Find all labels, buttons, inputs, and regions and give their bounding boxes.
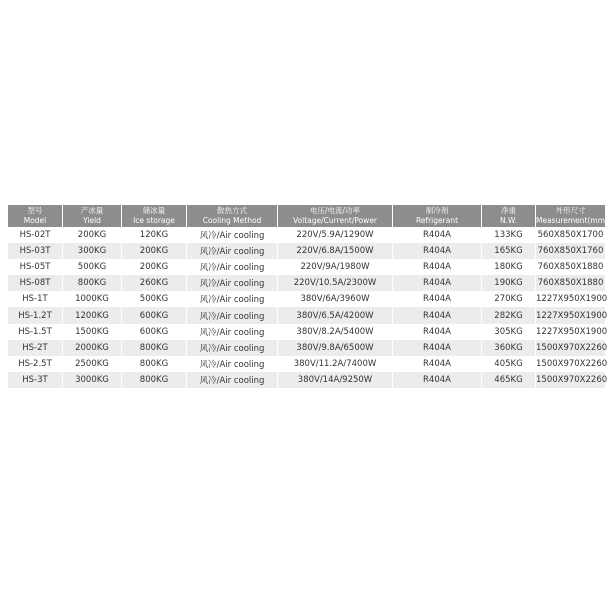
header-label-en: Model (23, 216, 47, 225)
cell-net-weight: 165KG (482, 243, 535, 259)
header-label-en: Refrigerant (415, 216, 459, 225)
header-yield (63, 205, 121, 227)
cell-cooling-method: 风冷/Air cooling (187, 291, 277, 307)
header-label-en: Cooling Method (202, 216, 262, 225)
header-net-weight (482, 205, 535, 227)
cell-model: HS-3T (8, 372, 62, 388)
cell-measurement: 760X850X1880 (536, 275, 605, 291)
header-label-en: N.W. (500, 216, 517, 225)
table-row (8, 340, 605, 356)
header-label-cn: 外形尺寸 (555, 206, 586, 215)
cell-voltage: 220V/10.5A/2300W (278, 275, 392, 291)
cell-yield: 3000KG (63, 372, 121, 388)
cell-net-weight: 465KG (482, 372, 535, 388)
header-label-en: Measurement(mm) (536, 216, 608, 225)
cell-model: HS-1.5T (8, 324, 62, 340)
header-label-cn: 产冰量 (80, 206, 104, 215)
cell-refrigerant: R404A (393, 307, 481, 323)
header-refrigerant (393, 205, 481, 227)
cell-cooling-method: 风冷/Air cooling (187, 356, 277, 372)
cell-yield: 2000KG (63, 340, 121, 356)
cell-ice-storage: 260KG (122, 275, 186, 291)
cell-cooling-method: 风冷/Air cooling (187, 275, 277, 291)
header-label-cn: 储冰量 (142, 206, 166, 215)
table-row (8, 372, 605, 388)
cell-measurement: 1227X950X1900 (536, 307, 605, 323)
cell-yield: 1000KG (63, 291, 121, 307)
cell-ice-storage: 600KG (122, 324, 186, 340)
cell-ice-storage: 500KG (122, 291, 186, 307)
header-label-cn: 型号 (27, 206, 43, 215)
header-label-cn: 净重 (501, 206, 516, 215)
table-row (8, 243, 605, 259)
cell-model: HS-08T (8, 275, 62, 291)
cell-voltage: 380V/9.8A/6500W (278, 340, 392, 356)
header-label-en: Yield (83, 216, 101, 225)
cell-voltage: 220V/6.8A/1500W (278, 243, 392, 259)
cell-net-weight: 405KG (482, 356, 535, 372)
table-row (8, 259, 605, 275)
cell-yield: 1500KG (63, 324, 121, 340)
cell-refrigerant: R404A (393, 356, 481, 372)
table-row (8, 307, 605, 323)
spec-table (7, 205, 606, 388)
cell-yield: 300KG (63, 243, 121, 259)
cell-model: HS-02T (8, 227, 62, 243)
cell-cooling-method: 风冷/Air cooling (187, 340, 277, 356)
cell-refrigerant: R404A (393, 340, 481, 356)
cell-yield: 200KG (63, 227, 121, 243)
cell-refrigerant: R404A (393, 275, 481, 291)
cell-model: HS-03T (8, 243, 62, 259)
header-cooling-method (187, 205, 277, 227)
cell-measurement: 560X850X1700 (536, 227, 605, 243)
cell-cooling-method: 风冷/Air cooling (187, 307, 277, 323)
cell-measurement: 1500X970X2260 (536, 356, 605, 372)
cell-ice-storage: 120KG (122, 227, 186, 243)
cell-net-weight: 190KG (482, 275, 535, 291)
cell-net-weight: 270KG (482, 291, 535, 307)
table-row (8, 356, 605, 372)
table-row (8, 227, 605, 243)
cell-voltage: 380V/11.2A/7400W (278, 356, 392, 372)
header-label-cn: 电压/电流/功率 (309, 206, 361, 215)
header-label-en: Ice storage (133, 216, 175, 225)
cell-net-weight: 133KG (482, 227, 535, 243)
header-voltage (278, 205, 392, 227)
cell-model: HS-2.5T (8, 356, 62, 372)
header-ice-storage (122, 205, 186, 227)
cell-cooling-method: 风冷/Air cooling (187, 372, 277, 388)
cell-measurement: 1227X950X1900 (536, 324, 605, 340)
cell-yield: 800KG (63, 275, 121, 291)
table-header-row (8, 205, 605, 227)
cell-net-weight: 360KG (482, 340, 535, 356)
cell-refrigerant: R404A (393, 243, 481, 259)
cell-net-weight: 180KG (482, 259, 535, 275)
cell-voltage: 380V/14A/9250W (278, 372, 392, 388)
cell-yield: 500KG (63, 259, 121, 275)
cell-measurement: 1500X970X2260 (536, 340, 605, 356)
cell-voltage: 380V/6A/3960W (278, 291, 392, 307)
header-label-cn: 制冷剂 (425, 206, 449, 215)
cell-cooling-method: 风冷/Air cooling (187, 227, 277, 243)
cell-voltage: 220V/5.9A/1290W (278, 227, 392, 243)
cell-model: HS-05T (8, 259, 62, 275)
cell-refrigerant: R404A (393, 291, 481, 307)
header-measurement (536, 205, 608, 227)
cell-voltage: 380V/8.2A/5400W (278, 324, 392, 340)
cell-ice-storage: 800KG (122, 340, 186, 356)
cell-net-weight: 305KG (482, 324, 535, 340)
cell-yield: 2500KG (63, 356, 121, 372)
cell-measurement: 1227X950X1900 (536, 291, 605, 307)
cell-model: HS-1.2T (8, 307, 62, 323)
cell-cooling-method: 风冷/Air cooling (187, 324, 277, 340)
cell-yield: 1200KG (63, 307, 121, 323)
cell-refrigerant: R404A (393, 227, 481, 243)
cell-model: HS-1T (8, 291, 62, 307)
cell-measurement: 760X850X1880 (536, 259, 605, 275)
cell-refrigerant: R404A (393, 372, 481, 388)
table-row (8, 275, 605, 291)
table-row (8, 291, 605, 307)
cell-cooling-method: 风冷/Air cooling (187, 259, 277, 275)
cell-measurement: 760X850X1760 (536, 243, 605, 259)
table-row (8, 324, 605, 340)
cell-cooling-method: 风冷/Air cooling (187, 243, 277, 259)
header-model (8, 205, 62, 227)
cell-refrigerant: R404A (393, 259, 481, 275)
header-label-en: Voltage/Current/Power (292, 216, 378, 225)
cell-ice-storage: 200KG (122, 259, 186, 275)
cell-measurement: 1500X970X2260 (536, 372, 605, 388)
cell-refrigerant: R404A (393, 324, 481, 340)
cell-ice-storage: 600KG (122, 307, 186, 323)
cell-ice-storage: 800KG (122, 356, 186, 372)
cell-ice-storage: 200KG (122, 243, 186, 259)
cell-voltage: 220V/9A/1980W (278, 259, 392, 275)
header-label-cn: 散热方式 (217, 206, 247, 215)
cell-net-weight: 282KG (482, 307, 535, 323)
cell-ice-storage: 800KG (122, 372, 186, 388)
cell-voltage: 380V/6.5A/4200W (278, 307, 392, 323)
cell-model: HS-2T (8, 340, 62, 356)
